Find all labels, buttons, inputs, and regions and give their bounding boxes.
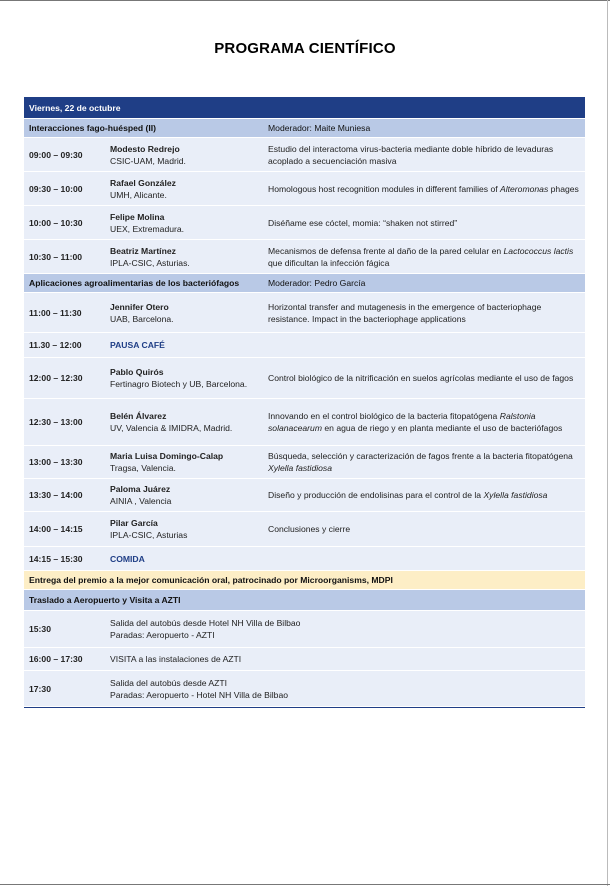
speaker [108,206,264,239]
transfer-header [24,590,585,611]
talk-row [24,446,585,479]
talk-title: Búsqueda, selección y caracterización de fagos frente a la bacteria fitopatógena Xylella fastidiosa [268,451,573,473]
event-time: 15:30 [29,624,51,634]
event-line: Salida del autobús desde AZTI [110,677,228,688]
speaker-name: Maria Luisa Domingo-Calap [110,451,224,461]
event-line: VISITA a las instalaciones de AZTI [110,654,242,664]
speaker-affiliation: AINIA , Valencia [110,496,172,506]
speaker [108,293,264,332]
speaker-name: Paloma Juárez [110,484,171,494]
speaker-name: Belén Álvarez [110,411,167,421]
event-line: Paradas: Aeropuerto - Hotel NH Villa de Bilbao [110,689,289,700]
talk-time: 12:30 – 13:00 [29,417,83,427]
talk-row [24,293,585,333]
speaker [108,172,264,205]
event-row [24,648,585,671]
event-row [24,611,585,648]
speaker-affiliation: UV, Valencia & IMIDRA, Madrid. [110,423,233,433]
talk-time: 10:30 – 11:00 [29,251,83,262]
speaker-name: Rafael González [110,177,176,188]
page-title: PROGRAMA CIENTÍFICO [214,40,396,57]
speaker-affiliation: UMH, Alicante. [110,189,167,200]
transfer-title: Traslado a Aeropuerto y Visita a AZTI [29,595,181,605]
coffee-break-row [24,333,585,358]
day-header: Viernes, 22 de octubre [24,97,585,119]
talk-title: Control biológico de la nitrificación en suelos agrícolas mediante el uso de fagos [268,373,574,383]
event-details [108,671,585,706]
speaker-name: Felipe Molina [110,211,165,222]
talk-row [24,240,585,274]
talk-time: 11:00 – 11:30 [29,307,82,318]
session-header [24,119,585,138]
event-details [108,648,585,670]
speaker-affiliation: UAB, Barcelona. [110,313,174,324]
speaker [108,138,264,171]
talk-time: 09:30 – 10:00 [29,183,83,194]
talk-row [24,206,585,240]
session-header [24,274,585,293]
talk-time: 14:00 – 14:15 [29,524,83,534]
break-time: 14:15 – 15:30 [29,553,83,564]
event-details [108,611,585,647]
talk-title: Diséñame ese cóctel, momia: “shaken not stirred” [268,217,458,228]
talk-row [24,399,585,446]
speaker [108,399,264,445]
talk-row [24,479,585,512]
event-row [24,671,585,707]
award-banner: Entrega del premio a la mejor comunicación oral, patrocinado por Microorganisms, MDPI [24,571,585,590]
program-table [24,97,585,708]
session-title: Aplicaciones agroalimentarias de los bacteriófagos [29,278,240,288]
speaker-affiliation: UEX, Extremadura. [110,223,185,234]
talk-time: 09:00 – 09:30 [29,149,83,160]
talk-time: 12:00 – 12:30 [29,373,83,383]
lunch-row [24,547,585,571]
speaker [108,512,264,546]
break-label: PAUSA CAFÉ [110,340,165,350]
session-moderator: Moderador: Pedro García [268,278,366,288]
session-title: Interacciones fago-huésped (II) [29,123,157,133]
event-line: Salida del autobús desde Hotel NH Villa de Bilbao [110,618,301,628]
talk-time: 10:00 – 10:30 [29,217,83,228]
speaker-affiliation: CSIC-UAM, Madrid. [110,155,186,166]
bottom-border [0,884,610,885]
talk-title: Conclusiones y cierre [268,524,351,534]
speaker [108,446,264,478]
speaker [108,240,264,273]
speaker-affiliation: Tragsa, Valencia. [110,463,176,473]
speaker [108,479,264,511]
speaker-name: Pilar García [110,518,158,528]
talk-time: 13:30 – 14:00 [29,490,83,500]
speaker-name: Modesto Redrejo [110,143,180,154]
talk-row [24,358,585,399]
speaker-name: Beatriz Martínez [110,245,176,256]
talk-row [24,512,585,547]
talk-title: Mecanismos de defensa frente al daño de la pared celular en Lactococcus lactis que dificultan la infección fágica [268,245,574,268]
talk-title: Homologous host recognition modules in different families of Alteromonas phages [268,183,579,194]
event-line: Paradas: Aeropuerto - AZTI [110,630,215,640]
event-time: 16:00 – 17:30 [29,654,83,664]
speaker-affiliation: IPLA-CSIC, Asturias. [110,257,190,268]
speaker [108,358,264,398]
speaker-affiliation: IPLA-CSIC, Asturias [110,530,188,540]
speaker-affiliation: Fertinagro Biotech y UB, Barcelona. [110,379,248,389]
speaker-name: Pablo Quirós [110,367,164,377]
speaker-name: Jennifer Otero [110,301,169,312]
right-border [607,0,608,886]
event-time: 17:30 [29,683,51,694]
break-label: COMIDA [110,553,145,564]
session-moderator: Moderador: Maite Muniesa [268,123,371,133]
talk-title: Innovando en el control biológico de la bacteria fitopatógena Ralstonia solanacearum en agua de riego y en planta mediante el uso de bacteriófagos [268,411,563,433]
talk-title: Estudio del interactoma virus-bacteria mediante doble híbrido de levaduras acoplado a secuenciación masiva [268,143,554,166]
talk-row [24,138,585,172]
break-time: 11.30 – 12:00 [29,340,82,350]
talk-row [24,172,585,206]
talk-title: Diseño y producción de endolisinas para el control de la Xylella fastidiosa [268,490,548,500]
talk-title: Horizontal transfer and mutagenesis in the emergence of bacteriophage resistance. Impact in the bacteriophage applications [268,301,542,324]
top-border [0,0,610,1]
table-bottom-rule [24,707,585,708]
talk-time: 13:00 – 13:30 [29,457,83,467]
